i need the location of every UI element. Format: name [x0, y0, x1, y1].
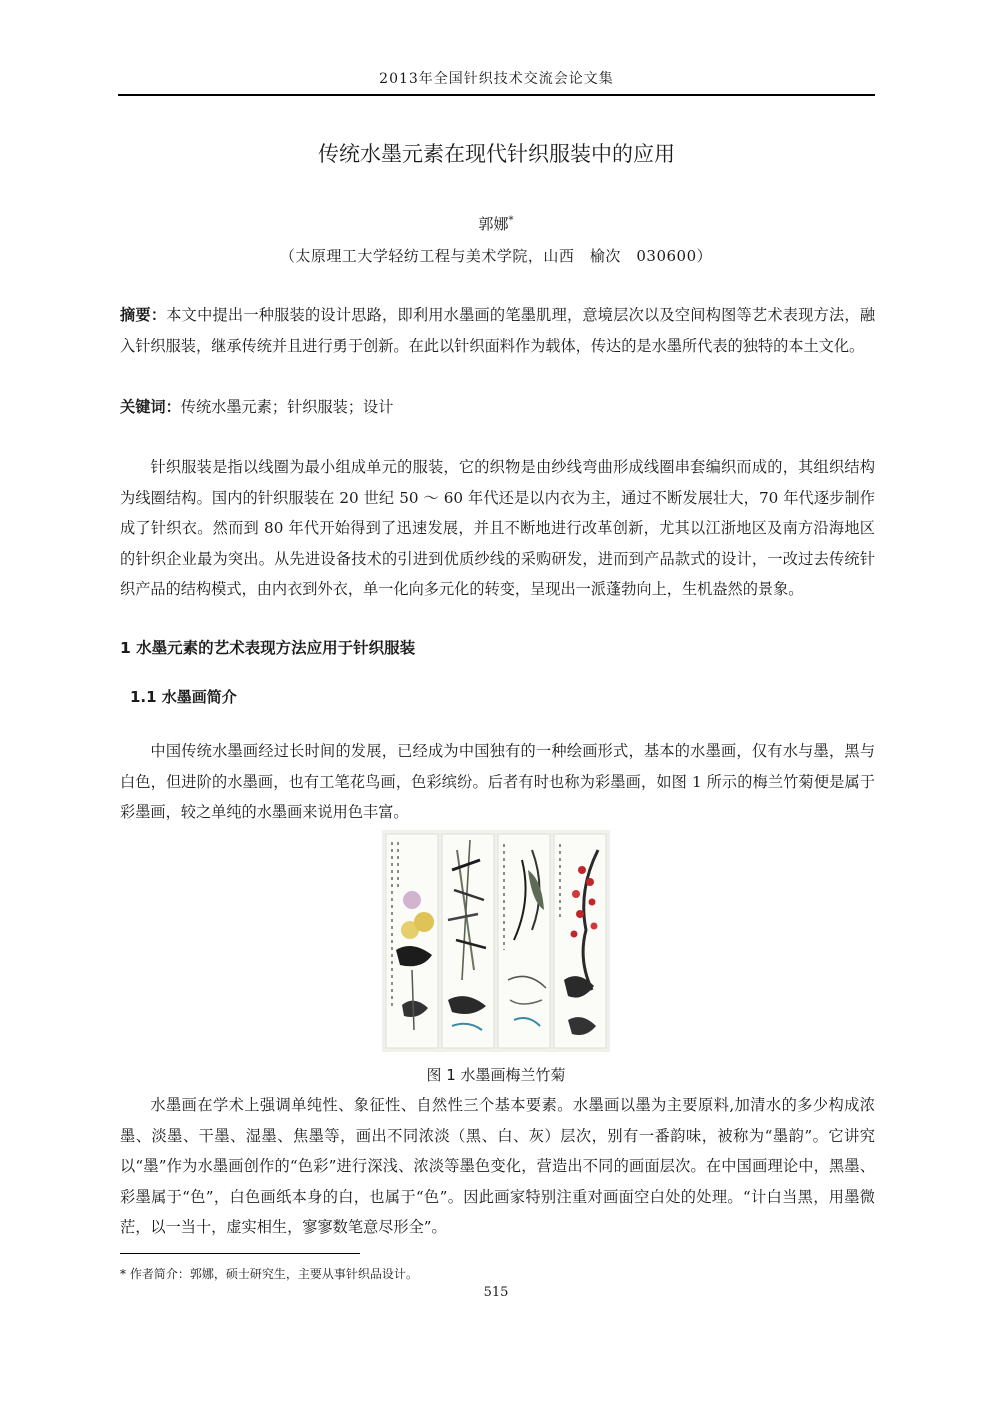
scroll-orchid [498, 834, 550, 1048]
figure-1-caption: 图 1 水墨画梅兰竹菊 [426, 1066, 566, 1084]
paper-title: 传统水墨元素在现代针织服装中的应用 [318, 142, 675, 166]
author-footnote: * 作者简介：郭娜，硕士研究生，主要从事针织品设计。 [120, 1267, 418, 1281]
scroll-plum [554, 834, 606, 1048]
figure-1-painting [382, 830, 610, 1052]
abstract-label: 摘要： [120, 306, 167, 324]
header-rule [118, 94, 875, 96]
section-1-heading: 1 水墨元素的艺术表现方法应用于针织服装 [120, 639, 416, 657]
author-footnote-mark: * [508, 215, 514, 226]
keywords-label: 关键词： [120, 398, 181, 416]
after-figure-paragraph: 水墨画在学术上强调单纯性、象征性、自然性三个基本要素。水墨画以墨为主要原料,加清水的多少构成浓墨、淡墨、干墨、湿墨、焦墨等，画出不同浓淡（黑、白、灰）层次，别有一番韵味，被称为“墨韵”。它讲究以“墨”作为水墨画创作的“色彩”进行深浅、浓淡等墨色变化，营造出不同的画面层次。在中国画理论中，黑墨、彩墨属于“色”，白色画纸本身的白，也属于“色”。因此画家特别注重对画面空白处的处理。“计白当黑，用墨微茫，以一当十，虚实相生，寥寥数笔意尽形全”。 [120, 1096, 875, 1236]
abstract [120, 300, 875, 361]
section-1-1-paragraph: 中国传统水墨画经过长时间的发展，已经成为中国独有的一种绘画形式，基本的水墨画，仅有水与墨，黑与白色，但进阶的水墨画，也有工笔花鸟画，色彩缤纷。后者有时也称为彩墨画，如图 1 所示的梅兰竹菊便是属于彩墨画，较之单纯的水墨画来说用色丰富。 [120, 742, 875, 821]
ink-painting-image [382, 830, 610, 1052]
intro-paragraph: 针织服装是指以线圈为最小组成单元的服装，它的织物是由纱线弯曲形成线圈串套编织而成的，其组织结构为线圈结构。国内的针织服装在 20 世纪 50 ～ 60 年代还是以内衣为主，通过不断发展壮大，70 年代逐步制作成了针织衣。然而到 80 年代开始得到了迅速发展，并且不断地进行改革创新，尤其以江浙地区及南方沿海地区的针织企业最为突出。从先进设备技术的引进到优质纱线的采购研发，进而到产品款式的设计，一改过去传统针织产品的结构模式，由内衣到外衣，单一化向多元化的转变，呈现出一派蓬勃向上，生机盎然的景象。 [120, 458, 875, 598]
author-name: 郭娜 [478, 215, 509, 233]
section-1-1-heading: 1.1 水墨画简介 [130, 688, 237, 706]
scroll-chrysanthemum [386, 834, 438, 1048]
author-line [0, 213, 992, 234]
keywords-text: 传统水墨元素；针织服装；设计 [180, 398, 394, 416]
affiliation: （太原理工大学轻纺工程与美术学院，山西 榆次 030600） [279, 247, 713, 265]
keywords [120, 392, 875, 423]
footnote-rule [120, 1253, 360, 1254]
running-header: 2013年全国针织技术交流会论文集 [379, 71, 614, 87]
page-number: 515 [483, 1285, 509, 1300]
abstract-text: 本文中提出一种服装的设计思路，即利用水墨画的笔墨肌理，意境层次以及空间构图等艺术表现方法，融入针织服装，继承传统并且进行勇于创新。在此以针织面料作为载体，传达的是水墨所代表的独特的本土文化。 [120, 306, 876, 355]
scroll-bamboo [442, 834, 494, 1048]
